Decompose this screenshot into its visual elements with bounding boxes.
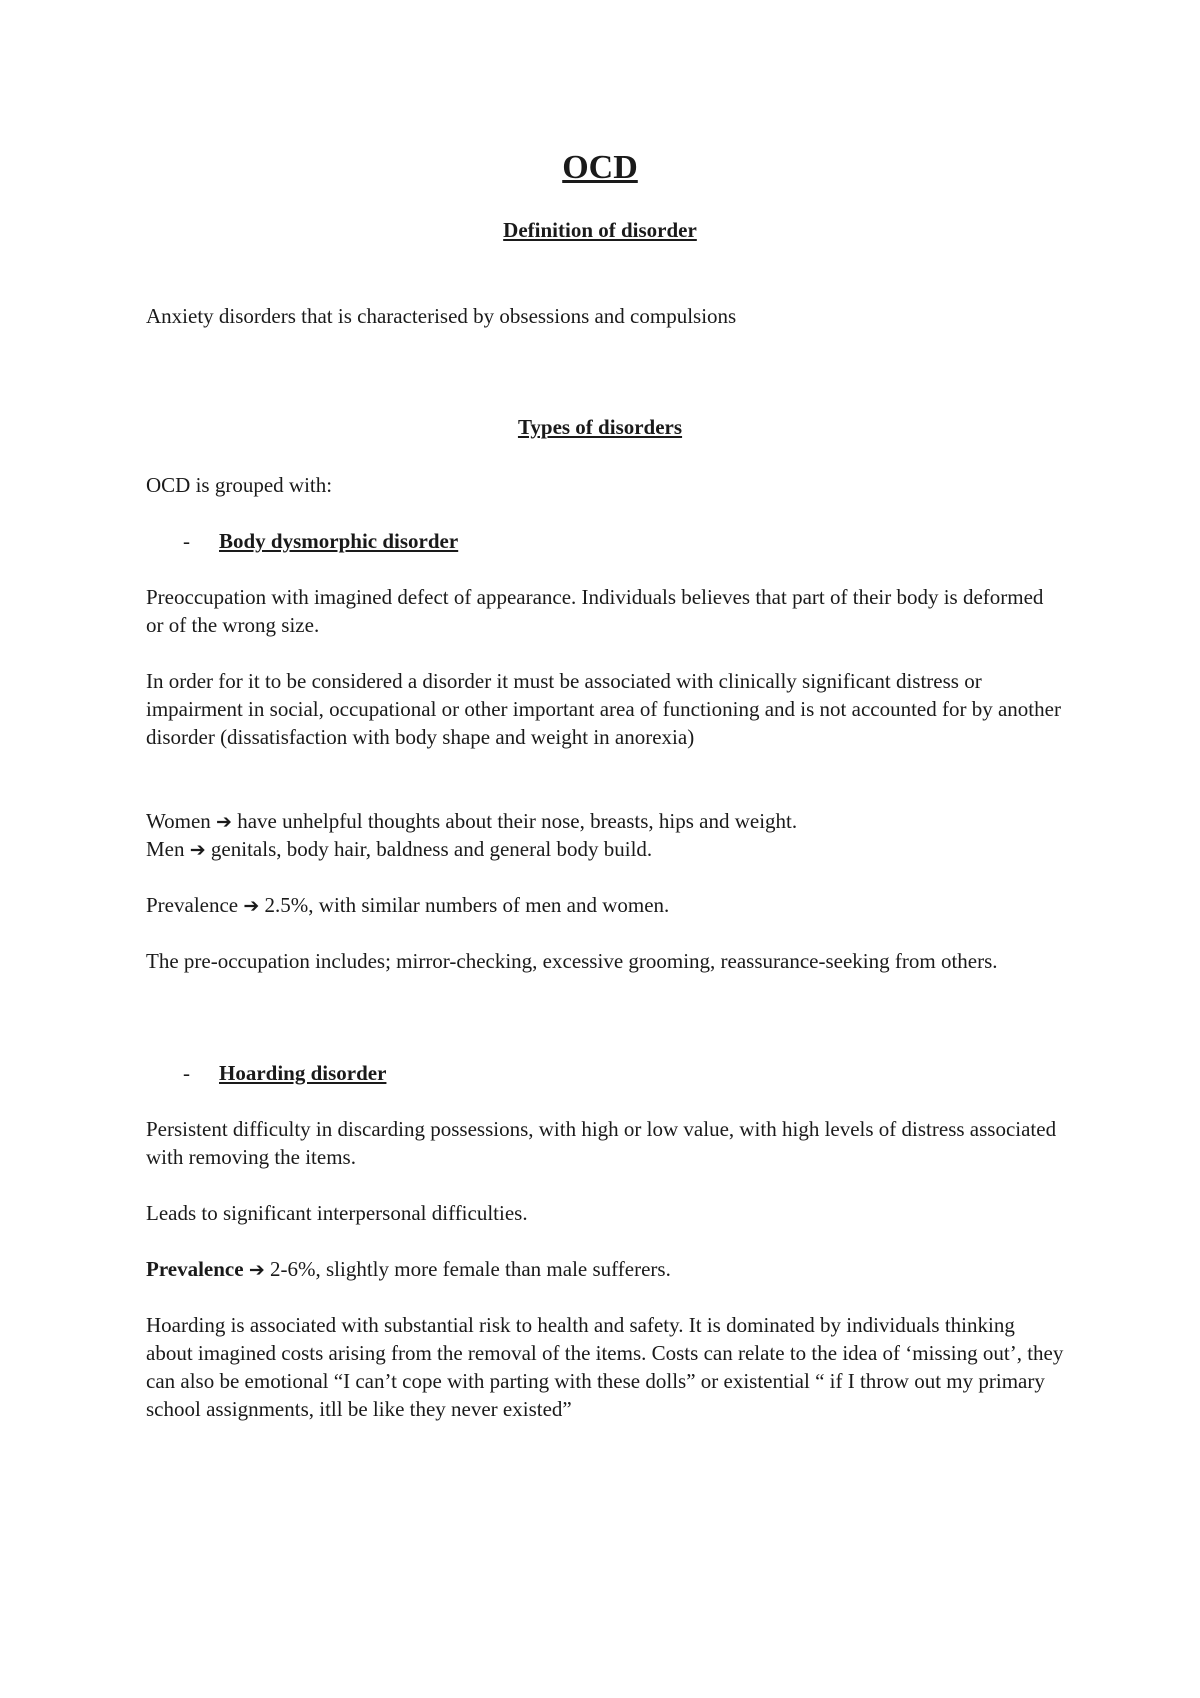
hoarding-label: Hoarding disorder bbox=[219, 1061, 387, 1085]
hoarding-paragraph-2: Leads to significant interpersonal difficulties. bbox=[146, 1201, 528, 1225]
bullet-dash: - bbox=[183, 529, 190, 553]
men-text: genitals, body hair, baldness and general body build. bbox=[210, 837, 653, 861]
hoarding-paragraph-4: Hoarding is associated with substantial risk to health and safety. It is dominated by individuals thinking about imagined costs arising from the removal of the items. Costs can relate to the idea of ‘missing out’, they can also be emotional “I can’t cope with parting with these dolls” or existential “ if I throw out my primary school assignments, itll be like they never existed” bbox=[146, 1313, 1064, 1421]
bdd-paragraph-5: The pre-occupation includes; mirror-checking, excessive grooming, reassurance-seeking from others. bbox=[146, 949, 998, 973]
definition-text: Anxiety disorders that is characterised by obsessions and compulsions bbox=[146, 304, 737, 328]
arrow-icon: ➔ bbox=[189, 839, 206, 861]
bdd-prevalence-line bbox=[146, 891, 1066, 920]
arrow-icon: ➔ bbox=[243, 895, 260, 917]
women-text: have unhelpful thoughts about their nose, breasts, hips and weight. bbox=[237, 809, 798, 833]
types-heading: Types of disorders bbox=[517, 415, 683, 439]
prevalence-label: Prevalence bbox=[146, 1257, 244, 1281]
bdd-paragraph-2: In order for it to be considered a disorder it must be associated with clinically significant distress or impairment in social, occupational or other important area of functioning and is not accounted for by another disorder (dissatisfaction with body shape and weight in anorexia) bbox=[146, 669, 1061, 749]
prevalence-label: Prevalence bbox=[146, 893, 239, 917]
women-label: Women bbox=[146, 809, 211, 833]
definition-heading: Definition of disorder bbox=[503, 218, 697, 242]
hoarding-prevalence-line bbox=[146, 1255, 1066, 1284]
bdd-paragraph-1: Preoccupation with imagined defect of appearance. Individuals believes that part of their body is deformed or of the wrong size. bbox=[146, 585, 1044, 637]
bullet-bdd bbox=[183, 527, 458, 555]
prevalence-text: 2-6%, slightly more female than male sufferers. bbox=[270, 1257, 671, 1281]
prevalence-text: 2.5%, with similar numbers of men and women. bbox=[264, 893, 670, 917]
types-intro: OCD is grouped with: bbox=[146, 473, 333, 497]
hoarding-paragraph-1: Persistent difficulty in discarding possessions, with high or low value, with high levels of distress associated with removing the items. bbox=[146, 1117, 1057, 1169]
arrow-icon: ➔ bbox=[216, 811, 232, 833]
men-label: Men bbox=[146, 837, 185, 861]
bdd-men-line bbox=[146, 835, 1066, 864]
page-title: OCD bbox=[562, 149, 638, 186]
bullet-hoarding bbox=[183, 1059, 386, 1087]
arrow-icon: ➔ bbox=[248, 1259, 265, 1281]
bullet-dash: - bbox=[183, 1061, 190, 1085]
bdd-women-line bbox=[146, 807, 1066, 836]
bdd-label: Body dysmorphic disorder bbox=[219, 529, 459, 553]
